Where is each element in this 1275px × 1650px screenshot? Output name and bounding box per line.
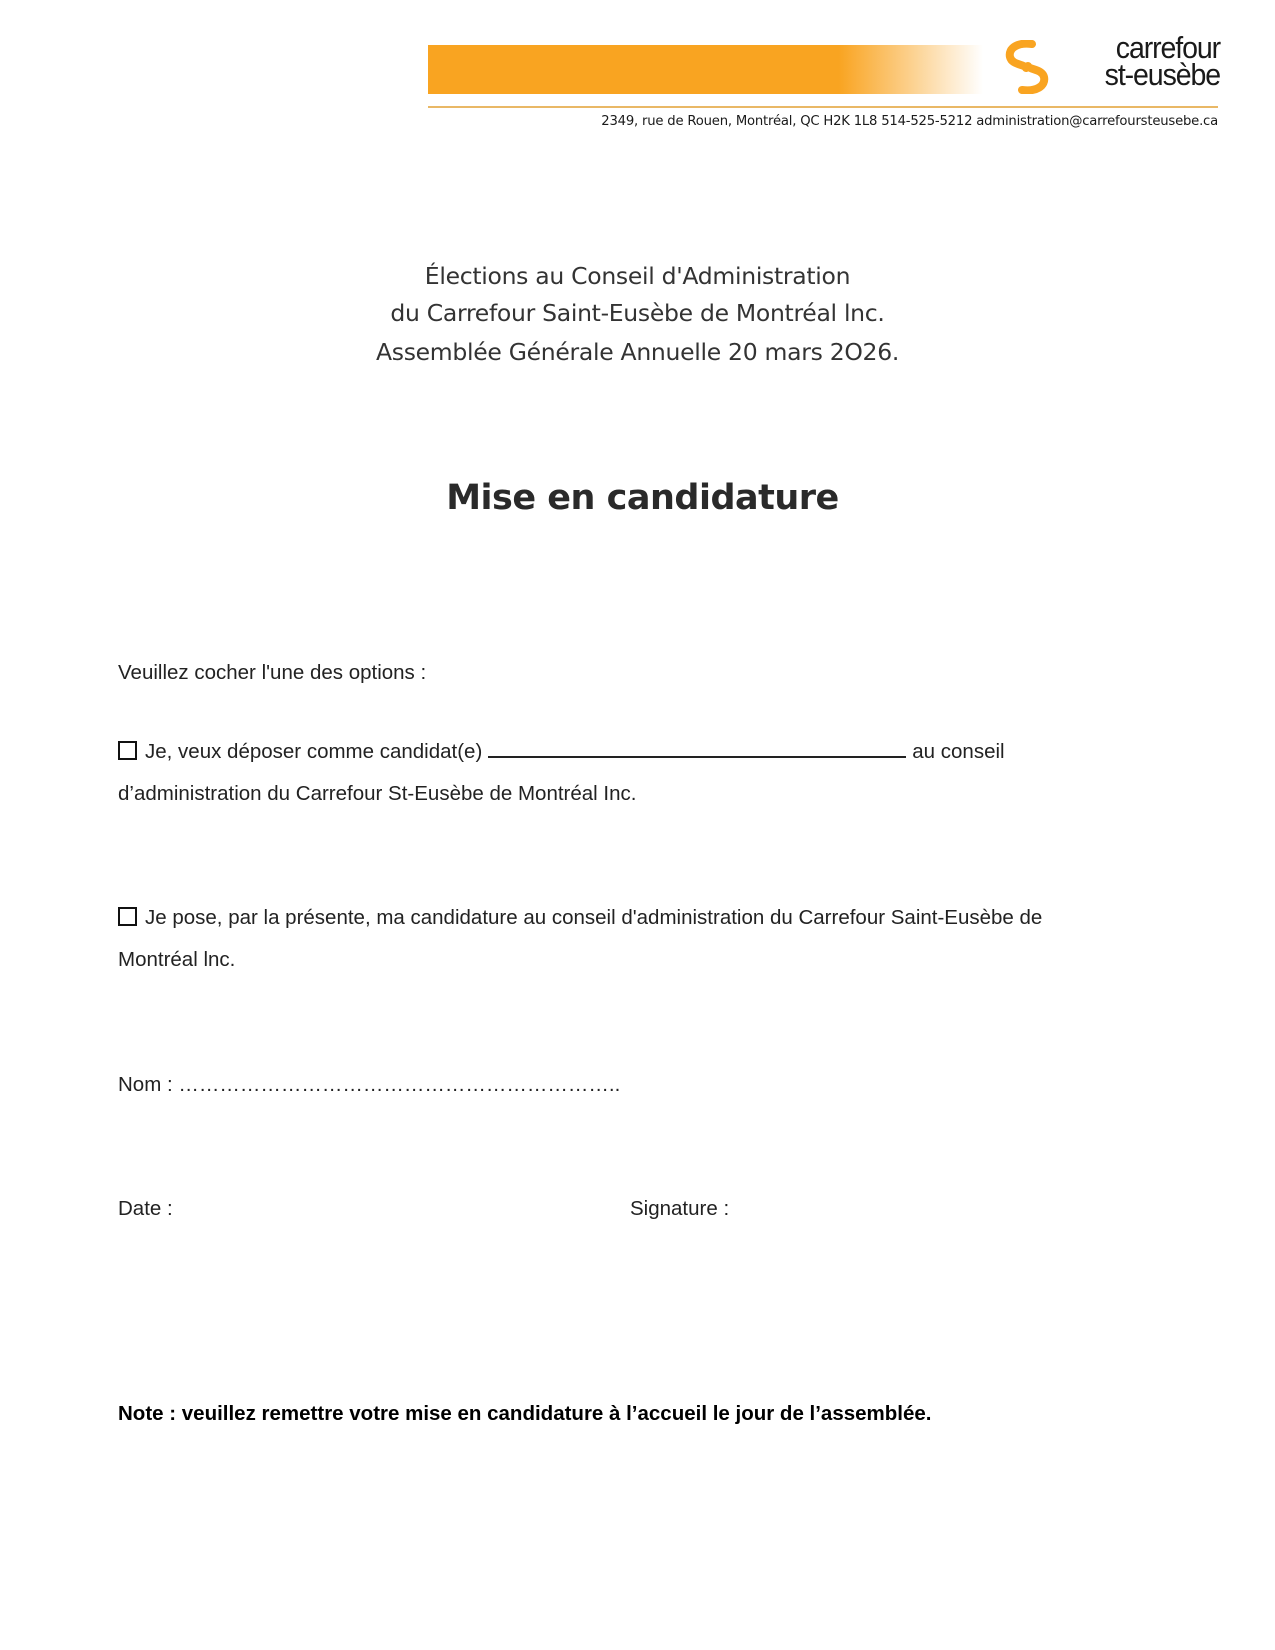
option-2-continuation: Montréal lnc. (118, 948, 236, 971)
logo-icon (1002, 40, 1052, 94)
header-orange-bar (428, 45, 983, 94)
option-1-text-after: au conseil (912, 740, 1005, 763)
option-2-line (118, 906, 1042, 930)
subtitle-line-1: Élections au Conseil d'Administration (424, 262, 851, 290)
candidate-name-blank[interactable] (488, 742, 906, 758)
option-1-continuation: d’administration du Carrefour St-Eusèbe de Montréal Inc. (118, 782, 637, 805)
option-1-checkbox[interactable] (118, 741, 137, 760)
option-1-text: Je, veux déposer comme candidat(e) (145, 740, 483, 763)
option-1-line (118, 740, 1005, 764)
option-2-checkbox[interactable] (118, 907, 137, 926)
header-divider (428, 106, 1218, 108)
logo-line-1: carrefour (1115, 30, 1220, 65)
signature-label: Signature : (630, 1197, 730, 1220)
subtitle-line-3: Assemblée Générale Annuelle 20 mars 2O26. (375, 338, 900, 366)
date-label: Date : (118, 1197, 173, 1220)
note-text: Note : veuillez remettre votre mise en candidature à l’accueil le jour de l’assemblée. (118, 1402, 932, 1425)
logo-wordmark (1073, 30, 1220, 92)
name-field[interactable]: Nom : ……………………………………………………….. (118, 1073, 621, 1096)
logo-line-2: st-eusèbe (1104, 57, 1220, 92)
option-2-text: Je pose, par la présente, ma candidature au conseil d'administration du Carrefour Saint-Eusèbe de (145, 906, 1043, 929)
contact-address: 2349, rue de Rouen, Montréal, QC H2K 1L8 514-525-5212 administration@carrefoursteusebe.ca (601, 114, 1218, 129)
page-title: Mise en candidature (446, 478, 839, 518)
subtitle-line-2: du Carrefour Saint-Eusèbe de Montréal lnc. (390, 299, 885, 327)
instruction-text: Veuillez cocher l'une des options : (118, 661, 427, 684)
